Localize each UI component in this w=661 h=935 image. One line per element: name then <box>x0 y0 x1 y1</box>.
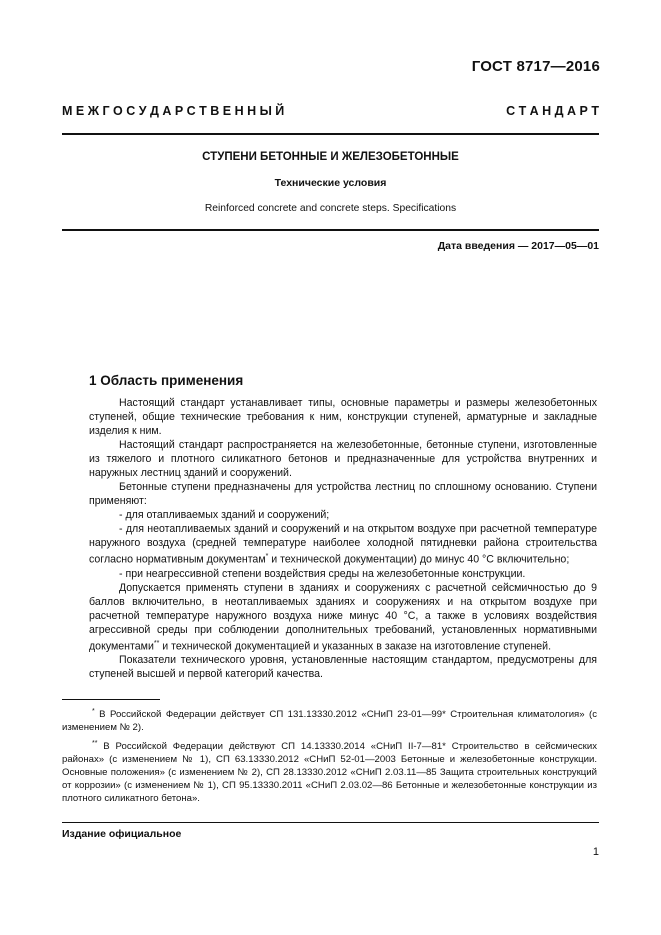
footnote: ** В Российской Федерации действуют СП 14.13330.2014 «СНиП II-7—81* Строительство в сейсмических районах» (с изменением № 1), СП 63.13330.2012 «СНиП 52-01—2003 Бетонные и железобетонные конструкции. Основные положения» (с изменением № 2), СП 28.13330.2012 «СНиП 2.03.11—85 Защита строительных конструкций от коррозии» (с изменением № 1), СП 95.13330.2011 «СНиП 2.03.02—86 Бетонные и железобетонные конструкции из плотного силикатного бетона». <box>62 740 597 805</box>
banner-word-standard: С Т А Н Д А Р Т <box>506 104 599 118</box>
paragraph: Настоящий стандарт распространяется на железобетонные, бетонные ступени, изготовленные из тяжелого и плотного силикатного бетонов и предназначенные для устройства внутренних и наружных лестниц зданий и сооружений. <box>89 439 597 479</box>
list-item: - при неагрессивной степени воздействия среды на железобетонные конструкции. <box>119 567 526 580</box>
footnote-ref: * <box>265 553 269 560</box>
list-item: - для отапливаемых зданий и сооружений; <box>119 509 330 521</box>
footnote: * В Российской Федерации действует СП 131.13330.2012 «СНиП 23-01—99* Строительная климатология» (с изменением № 2). <box>62 708 597 734</box>
paragraph: Настоящий стандарт устанавливает типы, основные параметры и размеры железобетонных ступеней, общие технические требования к ним, конструкции ступеней, арматурные и закладные изделия к ним. <box>89 397 597 437</box>
document-subtitle: Технические условия <box>274 177 387 189</box>
footer-divider <box>62 822 599 823</box>
section-heading: 1 Область применения <box>89 373 244 388</box>
top-divider <box>62 133 599 135</box>
section-body <box>89 396 597 681</box>
official-edition-label: Издание официальное <box>62 828 182 840</box>
document-title: СТУПЕНИ БЕТОННЫЕ И ЖЕЛЕЗОБЕТОННЫЕ <box>202 151 459 163</box>
footnotes <box>62 705 597 808</box>
interstate-standard-banner <box>62 104 599 118</box>
document-number: ГОСТ 8717—2016 <box>471 58 600 75</box>
banner-word-interstate: М Е Ж Г О С У Д А Р С Т В Е Н Н Ы Й <box>62 104 285 118</box>
document-english-title: Reinforced concrete and concrete steps. Specifications <box>204 203 457 214</box>
title-divider <box>62 229 599 231</box>
footnote-ref: ** <box>153 639 160 647</box>
page-number: 1 <box>592 846 599 858</box>
introduction-date: Дата введения — 2017—05—01 <box>437 240 599 252</box>
list-item: - для неотапливаемых зданий и сооружений и на открытом воздухе при расчетной температуре наружного воздуха (средней температуре наиболее холодной пятидневки района строительства согласно нормативным документам* и технической документации) до минус 40 °С включительно; <box>89 523 597 566</box>
paragraph: Показатели технического уровня, установленные настоящим стандартом, предусмотрены для ступеней высшей и первой категорий качества. <box>89 654 597 681</box>
paragraph: Допускается применять ступени в зданиях и сооружениях с расчетной сейсмичностью до 9 баллов включительно, в неотапливаемых зданиях и сооружениях и на открытом воздухе при расчетной температуре наружного воздуха ниже минус 40 °С, а также в условиях воздействия агрессивной среды при соблюдении дополнительных требований, установленных нормативными документами** и технической документацией и указанных в заказе на изготовление ступеней. <box>89 581 597 653</box>
paragraph: Бетонные ступени предназначены для устройства лестниц по сплошному основанию. Ступени применяют: <box>89 481 597 507</box>
footnote-divider <box>62 699 160 700</box>
